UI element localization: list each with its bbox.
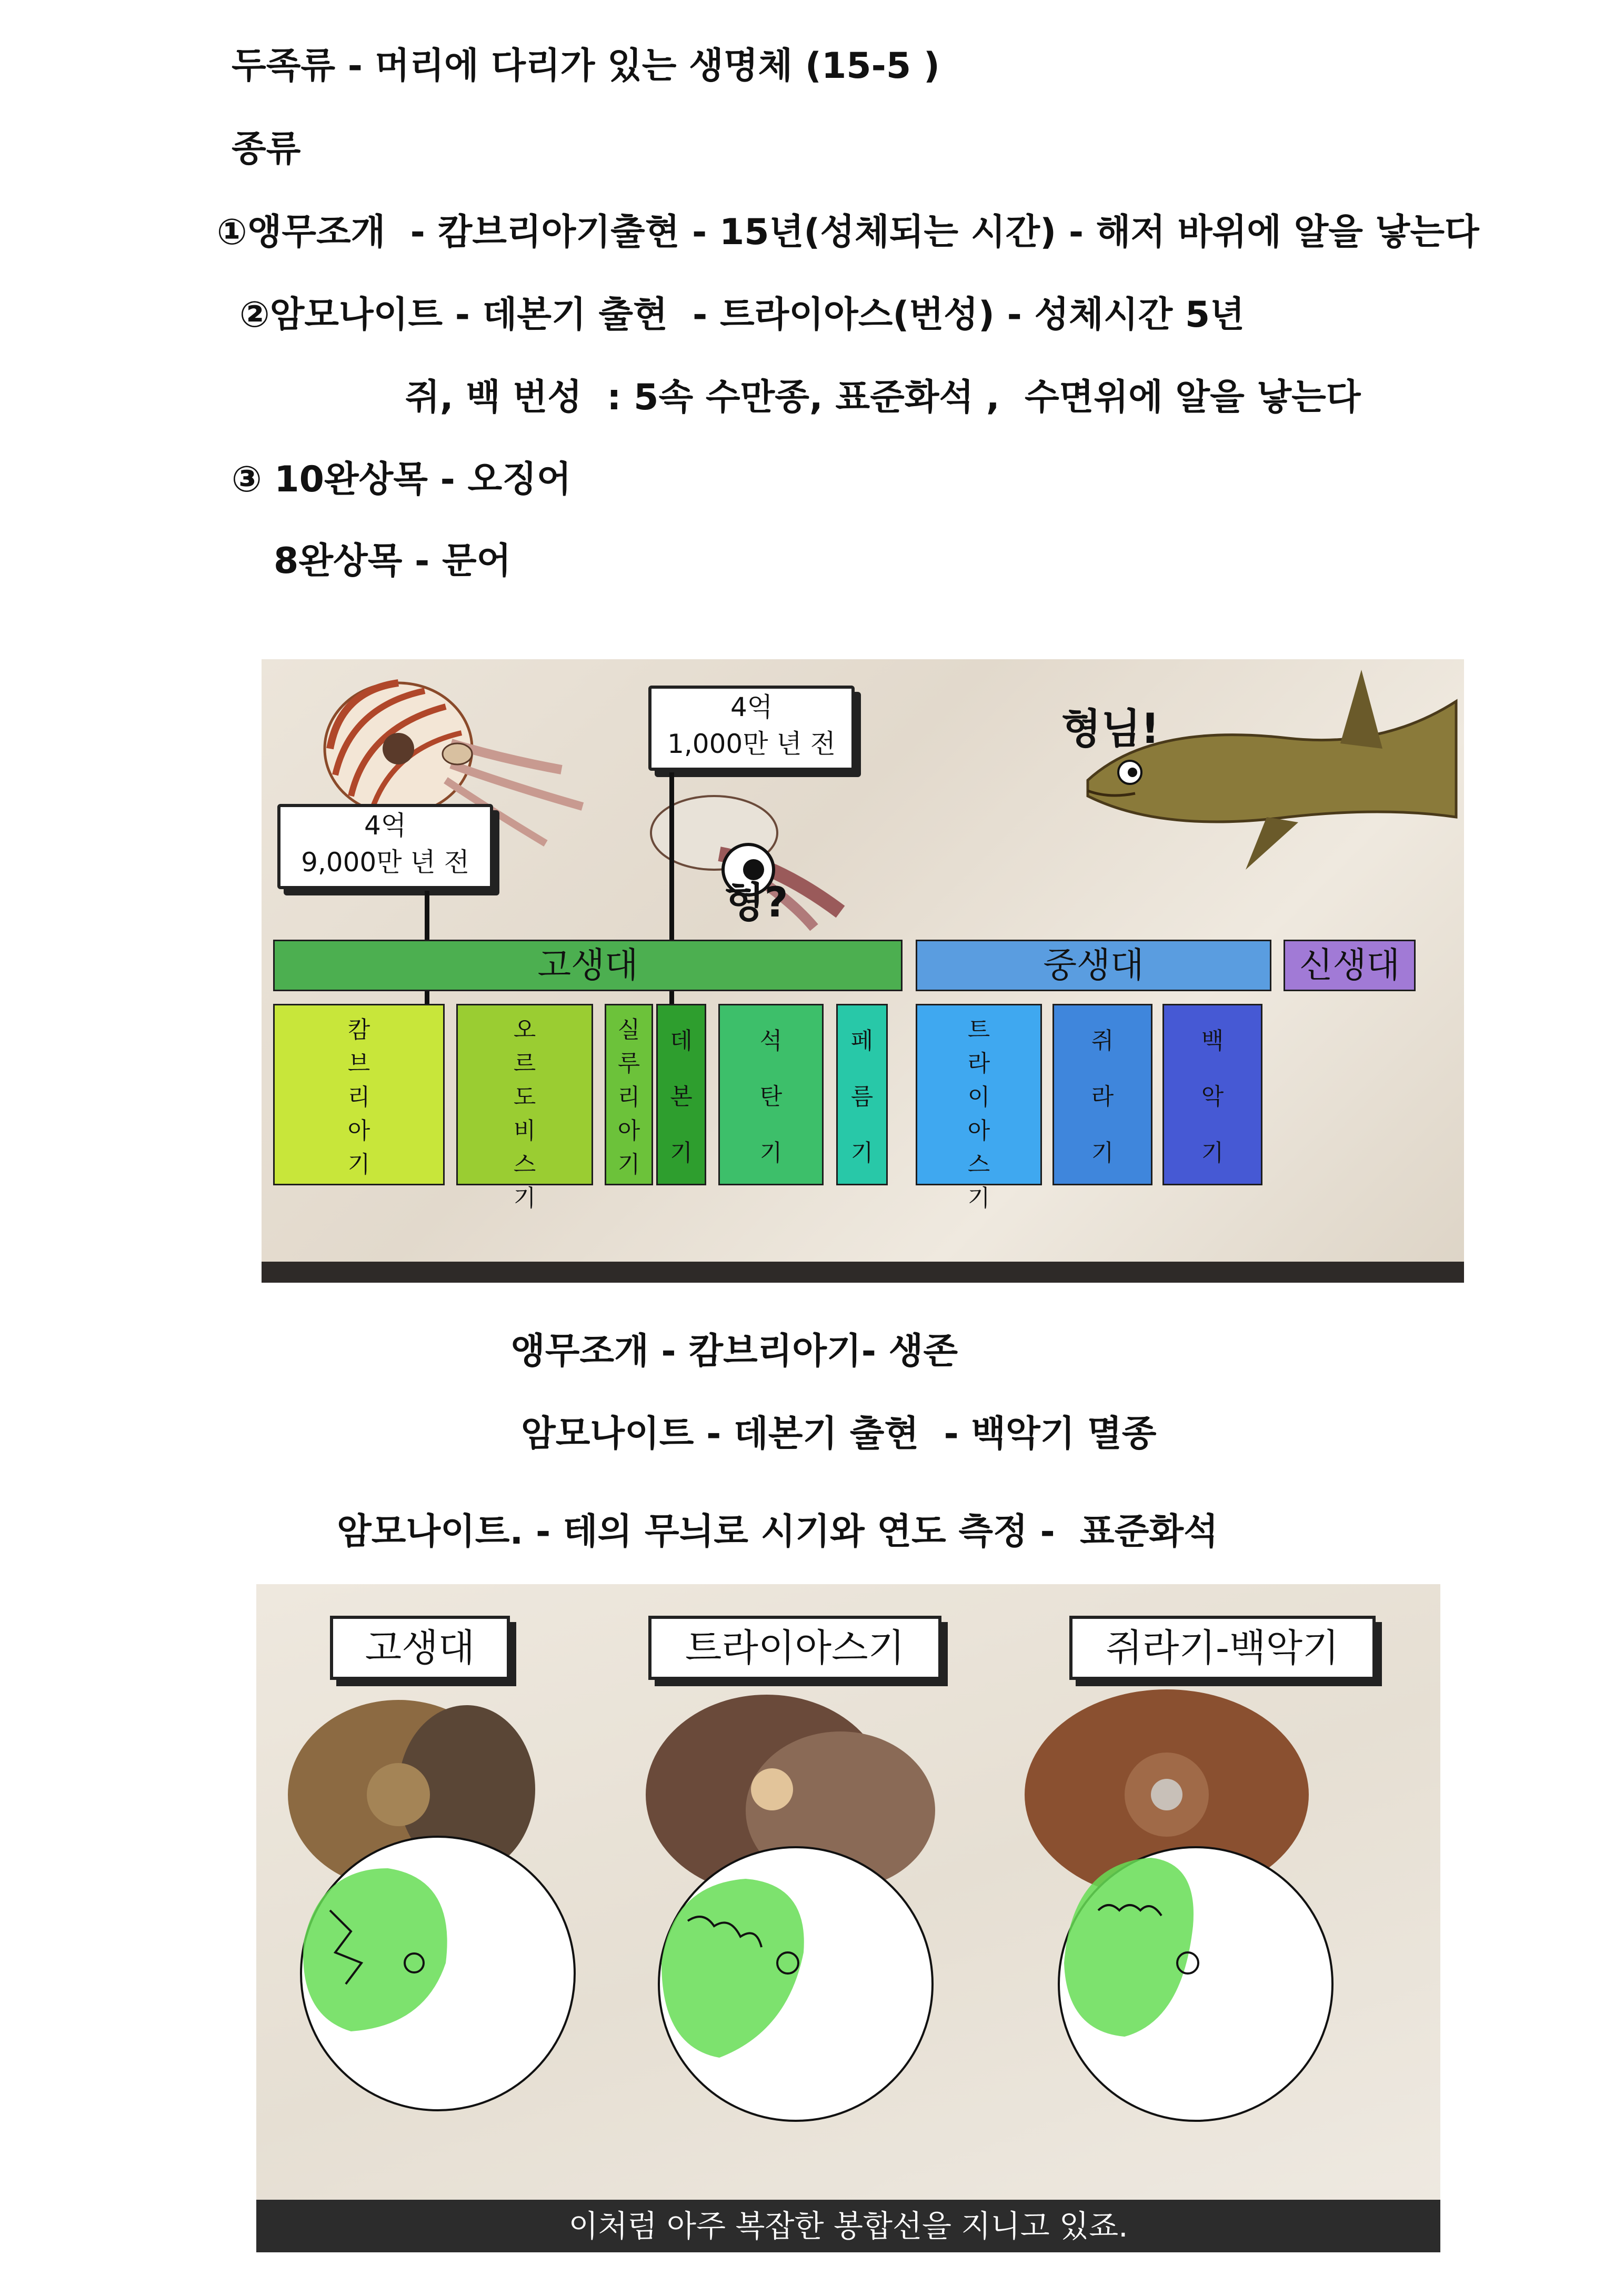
period-char: 라 [1091,1083,1114,1111]
period-char: 탄 [759,1083,783,1111]
period-char: 기 [850,1139,874,1166]
period-char: 리 [347,1084,370,1111]
period-char: 기 [617,1151,640,1178]
label-paleozoic: 고생대 [330,1616,510,1680]
period-char: 기 [513,1185,536,1212]
period-char: 르 [513,1050,536,1077]
summary-ammonite: 암모나이트 - 데본기 출현 - 백악기 멸종 [521,1413,1157,1455]
period-char: 이 [967,1084,990,1111]
video-caption: 이처럼 아주 복잡한 봉합선을 지니고 있죠. [256,2200,1440,2252]
period-triassic [916,1004,1042,1212]
period-cambrian [273,1004,445,1185]
period-char: 쥐 [1091,1028,1114,1055]
period-char: 기 [670,1139,693,1166]
period-char: 캄 [347,1016,370,1043]
period-devonian [656,1004,706,1185]
period-ordovician [456,1004,593,1212]
geologic-timeline-image [262,659,1464,1283]
period-char: 악 [1201,1083,1224,1111]
period-char: 름 [850,1083,874,1111]
period-char: 리 [617,1084,640,1111]
notes-title: 두족류 - 머리에 다리가 있는 생명체 (15-5 ) [232,45,940,87]
period-char: 기 [1201,1139,1224,1166]
label-nautilus-age [277,804,493,889]
period-char: 아 [967,1117,990,1144]
era-paleozoic: 고생대 [273,940,903,991]
period-carboniferous [718,1004,824,1185]
ammonite-diagrams [256,1689,1440,2200]
item-nautilus: ①앵무조개 - 캄브리아기출현 - 15년(성체되는 시간) - 해저 바위에 알을 낳는다 [217,212,1479,253]
item-octopodiformes: 8완상목 - 문어 [274,540,512,582]
period-char: 실 [617,1016,640,1043]
summary-nautilus: 앵무조개 - 캄브리아기- 생존 [510,1331,958,1372]
label-nautilus-age-line2: 9,000만 년 전 [301,847,469,878]
kinds-heading: 종류 [232,128,301,170]
period-char: 라 [967,1050,990,1077]
label-ammonite-age-line2: 1,000만 년 전 [667,729,836,759]
label-ammonite-age-line1: 4억 [730,692,773,722]
label-jurassic-cretaceous: 쥐라기-백악기 [1069,1616,1376,1680]
ammonite-suture-image [256,1584,1440,2252]
period-char: 석 [759,1028,783,1055]
period-char: 본 [670,1083,693,1111]
period-char: 스 [513,1151,536,1178]
period-char: 스 [967,1151,990,1178]
period-char: 도 [513,1084,536,1111]
period-char: 비 [513,1117,536,1144]
label-nautilus-age-line1: 4억 [364,810,407,841]
period-jurassic [1052,1004,1152,1185]
item-ammonite-detail: 쥐, 백 번성 : 5속 수만종, 표준화석 , 수면위에 알을 낳는다 [405,377,1361,418]
period-char: 아 [347,1117,370,1144]
period-char: 기 [759,1139,783,1166]
period-char: 기 [1091,1139,1114,1166]
period-char: 데 [670,1028,693,1055]
period-silurian [605,1004,653,1185]
era-cenozoic: 신생대 [1284,940,1416,991]
speech-ammonite: 형? [725,879,788,927]
diagram-triassic [659,1847,933,2121]
period-char: 아 [617,1117,640,1144]
item-decapodiformes: ③ 10완상목 - 오징어 [232,459,572,500]
period-char: 페 [850,1028,874,1055]
period-char: 오 [513,1016,536,1043]
video-subtitle-bar [262,1262,1464,1283]
period-permian [836,1004,888,1185]
item-ammonite: ②암모나이트 - 데본기 출현 - 트라이아스(번성) - 성체시간 5년 [239,294,1245,336]
period-char: 루 [617,1050,640,1077]
label-triassic: 트라이아스기 [648,1616,941,1680]
era-mesozoic: 중생대 [916,940,1271,991]
period-char: 백 [1201,1028,1224,1055]
period-char: 트 [967,1016,990,1043]
coelacanth-illustration [1046,659,1464,880]
diagram-paleozoic [301,1837,575,2110]
speech-fish: 형님! [1061,706,1160,753]
period-char: 기 [967,1185,990,1212]
summary-standard-fossil: 암모나이트. - 테의 무늬로 시기와 연도 측정 - 표준화석 [337,1511,1218,1553]
period-cretaceous [1162,1004,1262,1185]
period-char: 기 [347,1151,370,1178]
label-ammonite-age [648,686,855,771]
period-char: 브 [347,1050,370,1077]
diagram-jurassic-cretaceous [1059,1847,1332,2121]
